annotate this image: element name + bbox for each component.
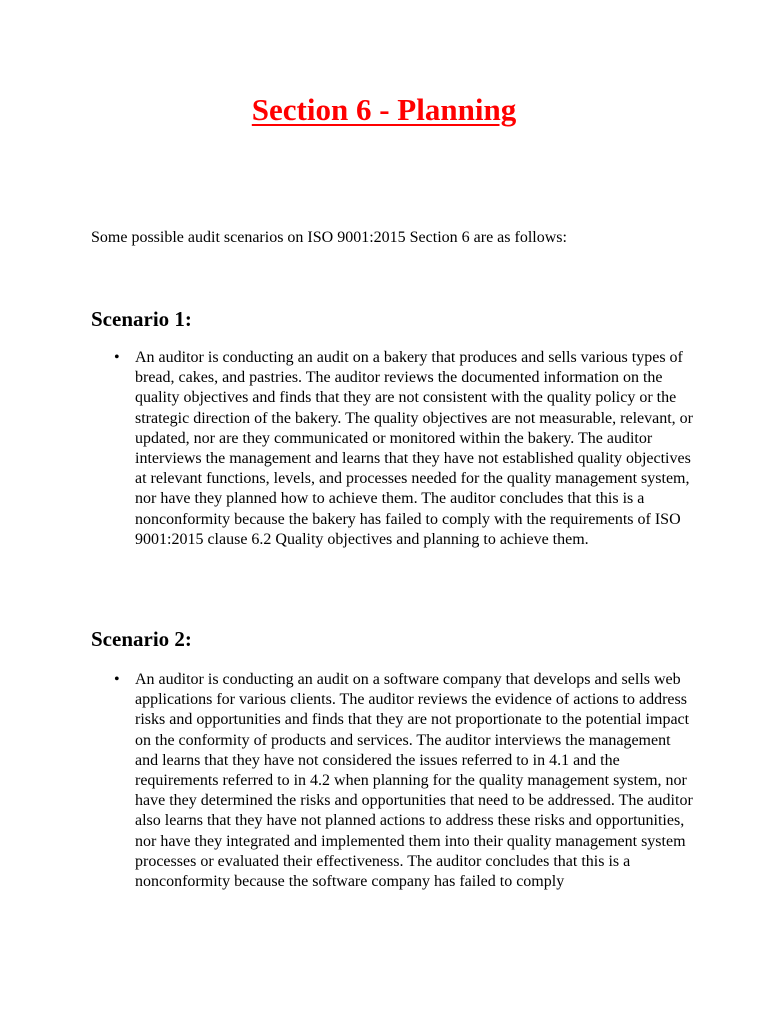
scenario-2-text: An auditor is conducting an audit on a software company that develops and sells web applications for various clients. The auditor reviews the evidence of actions to address risks and opportunities and finds that they are not proportionate to the potential impact on the conformity of products and services. The auditor interviews the management and learns that they have not considered the issues referred to in 4.1 and the requirements referred to in 4.2 when planning for the quality management system, nor have they determined the risks and opportunities that need to be addressed. The auditor also learns that they have not planned actions to address these risks and opportunities, nor have they integrated and implemented them into their quality management system processes or evaluated their effectiveness. The auditor concludes that this is a nonconformity because the software company has failed to comply: [135, 671, 693, 891]
page-title: Section 6 - Planning: [251, 92, 517, 127]
bullet-icon: •: [114, 671, 120, 688]
scenario-1-heading: Scenario 1:: [91, 307, 192, 331]
scenario-1-list: [114, 348, 694, 550]
scenario-1-bullet: [114, 348, 694, 550]
bullet-icon: •: [114, 349, 120, 366]
scenario-2-heading: Scenario 2:: [91, 627, 192, 651]
scenario-2-list: [114, 670, 694, 892]
intro-paragraph: Some possible audit scenarios on ISO 9001:2015 Section 6 are as follows:: [91, 229, 567, 246]
scenario-2-bullet: [114, 670, 694, 892]
scenario-1-text: An auditor is conducting an audit on a bakery that produces and sells various types of bread, cakes, and pastries. The auditor reviews the documented information on the quality objectives and finds that they are not consistent with the quality policy or the strategic direction of the bakery. The quality objectives are not measurable, relevant, or updated, nor are they communicated or monitored within the bakery. The auditor interviews the management and learns that they have not established quality objectives at relevant functions, levels, and processes needed for the quality management system, nor have they planned how to achieve them. The auditor concludes that this is a nonconformity because the bakery has failed to comply with the requirements of ISO 9001:2015 clause 6.2 Quality objectives and planning to achieve them.: [135, 349, 693, 548]
